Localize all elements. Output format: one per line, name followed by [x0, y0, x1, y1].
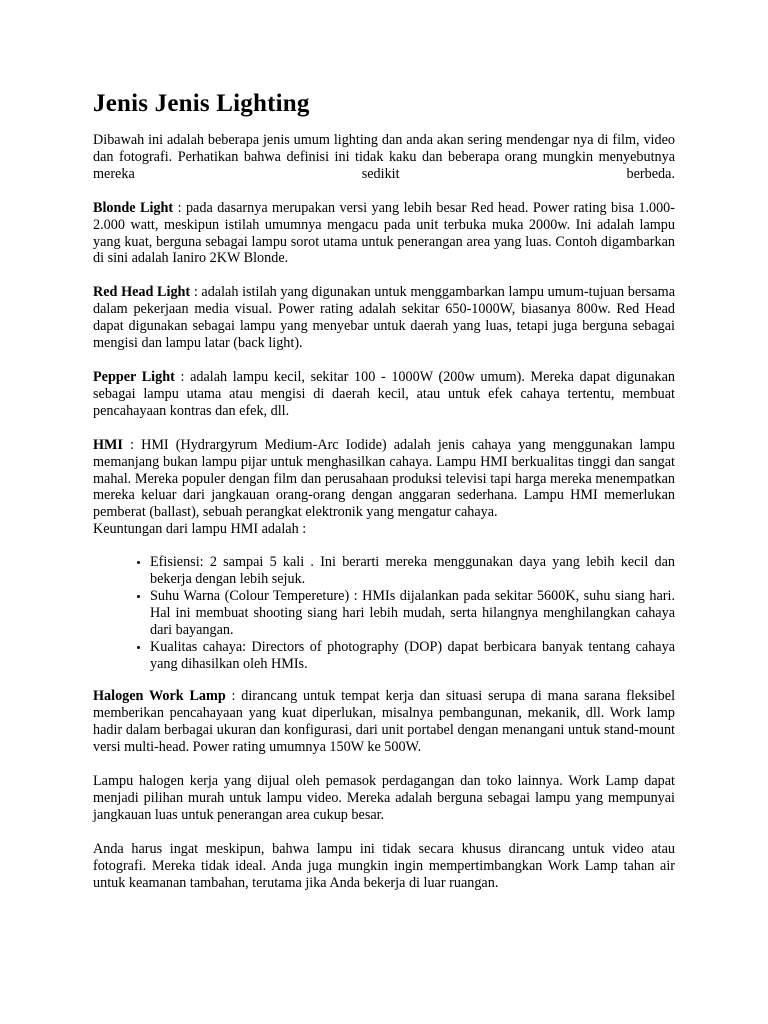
hmi-term: HMI — [93, 436, 123, 453]
pepper-light-term: Pepper Light — [93, 368, 175, 385]
list-item: • Suhu Warna (Colour Tempereture) : HMIs dijalankan pada sekitar 5600K, suhu siang hari. Hal ini membuat shooting siang hari lebih mudah, serta hilangnya menghilangkan cahaya dari bayangan. — [150, 588, 675, 639]
halogen-work-lamp-text: : dirancang untuk tempat kerja dan situasi serupa di mana sarana fleksibel memberikan pencahayaan yang kuat diperlukan, misalnya pembangunan, mekanik, dll. Work lamp hadir dalam berbagai ukuran dan konfigurasi, dari unit portabel dengan menangani untuk stand-mount versi multi-head. Power rating umumnya 150W ke 500W. — [93, 688, 676, 756]
blonde-light-paragraph — [93, 200, 675, 268]
hmi-advantages-list — [93, 554, 675, 672]
hmi-text: : HMI (Hydrargyrum Medium-Arc Iodide) adalah jenis cahaya yang menggunakan lampu memanjang bukan lampu pijar untuk menghasilkan cahaya. Lampu HMI berkualitas tinggi dan sangat mahal. Mereka populer dengan film dan perusahaan produksi televisi tapi harga mereka menempatkan mereka keluar dari jangkauan orang-orang dengan anggaran sederhana. Lampu HMI memerlukan pemberat (ballast), sebuah perangkat elektronik yang mengatur cahaya. — [93, 436, 675, 521]
pepper-light-paragraph — [93, 369, 675, 420]
blonde-light-term: Blonde Light — [93, 199, 174, 216]
hmi-advantages-intro: Keuntungan dari lampu HMI adalah : — [93, 521, 307, 538]
red-head-light-text: : adalah istilah yang digunakan untuk menggambarkan lampu umum-tujuan bersama dalam pekerjaan media visual. Power rating adalah sekitar 650-1000W, biasanya 800w. Red Head dapat digunakan sebagai lampu yang menyebar untuk daerah yang luas, tetapi juga berguna sebagai mengisi dan lampu latar (back light). — [93, 284, 675, 352]
list-item: • Kualitas cahaya: Directors of photography (DOP) dapat berbicara banyak tentang cahaya yang dihasilkan oleh HMIs. — [150, 639, 675, 673]
intro-paragraph: Dibawah ini adalah beberapa jenis umum lighting dan anda akan sering mendengar nya di film, video dan fotografi. Perhatikan bahwa definisi ini tidak kaku dan beberapa orang mungkin menyebutnya mereka sedikit berbeda. — [93, 132, 675, 182]
red-head-light-paragraph — [93, 284, 675, 352]
pepper-light-text: : adalah lampu kecil, sekitar 100 - 1000W (200w umum). Mereka dapat digunakan sebagai lampu utama atau mengisi di daerah kecil, atau untuk efek cahaya tertentu, membuat pencahayaan kontras dan efek, dll. — [93, 368, 675, 419]
document-page — [93, 88, 675, 892]
halogen-work-lamp-paragraph — [93, 688, 675, 756]
hmi-paragraph — [93, 437, 675, 522]
list-item: • Efisiensi: 2 sampai 5 kali . Ini berarti mereka menggunakan daya yang lebih kecil dan bekerja dengan lebih sejuk. — [150, 554, 675, 588]
red-head-light-term: Red Head Light — [93, 284, 191, 301]
page-title: Jenis Jenis Lighting — [93, 90, 310, 117]
halogen-sold-paragraph: Lampu halogen kerja yang dijual oleh pemasok perdagangan dan toko lainnya. Work Lamp dapat menjadi pilihan murah untuk lampu video. Mereka adalah berguna sebagai lampu yang mempunyai jangkauan luas untuk penerangan area cukup besar. — [93, 773, 675, 823]
halogen-work-lamp-term: Halogen Work Lamp — [93, 688, 226, 705]
blonde-light-text: : pada dasarnya merupakan versi yang lebih besar Red head. Power rating bisa 1.000-2.000 watt, meskipun istilah umumnya mengacu pada unit terbuka muka 2000w. Ini adalah lampu yang kuat, berguna sebagai lampu sorot utama untuk penerangan area yang luas. Contoh digambarkan di sini adalah Ianiro 2KW Blonde. — [93, 199, 675, 267]
remember-paragraph: Anda harus ingat meskipun, bahwa lampu ini tidak secara khusus dirancang untuk video atau fotografi. Mereka tidak ideal. Anda juga mungkin ingin mempertimbangkan Work Lamp tahan air untuk keamanan tambahan, terutama jika Anda bekerja di luar ruangan. — [93, 840, 675, 891]
